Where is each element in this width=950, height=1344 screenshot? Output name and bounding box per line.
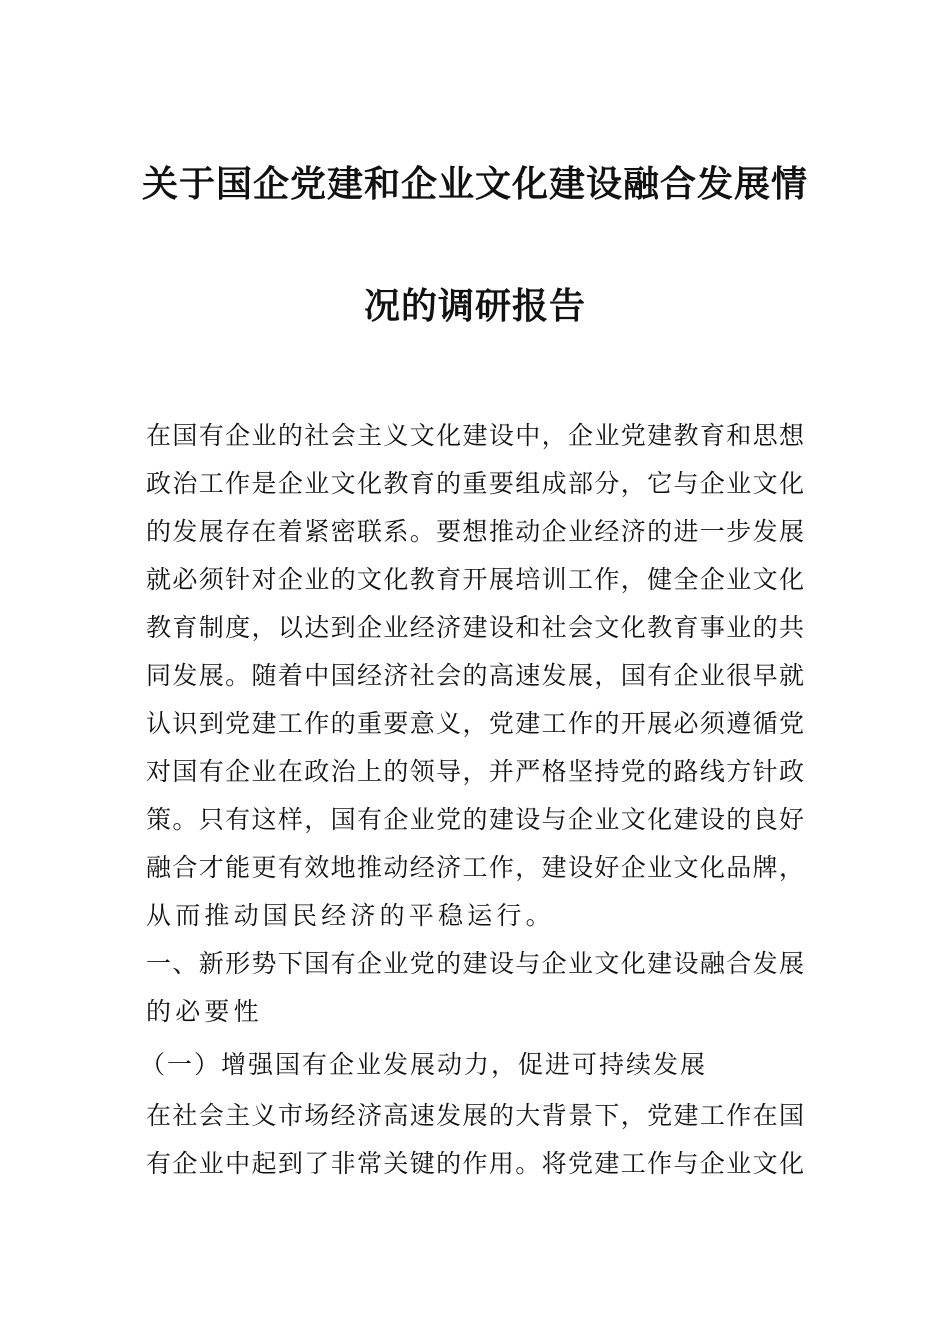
paragraph-line: 就必须针对企业的文化教育开展培训工作，健全企业文化: [146, 565, 804, 594]
paragraph-line: 有企业中起到了非常关键的作用。将党建工作与企业文化: [146, 1149, 804, 1178]
paragraph-line: 从而推动国民经济的平稳运行。: [146, 901, 555, 930]
paragraph-line: 教育制度，以达到企业经济建设和社会文化教育事业的共: [146, 613, 804, 642]
paragraph-line: 在社会主义市场经济高速发展的大背景下，党建工作在国: [146, 1101, 804, 1130]
paragraph-line: 融合才能更有效地推动经济工作，建设好企业文化品牌，: [146, 853, 804, 882]
paragraph-line: 同发展。随着中国经济社会的高速发展，国有企业很早就: [146, 661, 804, 690]
paragraph-line: 对国有企业在政治上的领导，并严格坚持党的路线方针政: [146, 757, 804, 786]
paragraph-line: 政治工作是企业文化教育的重要组成部分，它与企业文化: [146, 469, 804, 498]
paragraph-line: 的发展存在着紧密联系。要想推动企业经济的进一步发展: [146, 517, 804, 546]
title-line-1: 关于国企党建和企业文化建设融合发展情: [141, 164, 808, 205]
paragraph-line: 在国有企业的社会主义文化建设中，企业党建教育和思想: [146, 421, 804, 450]
section-heading-line: 一、新形势下国有企业党的建设与企业文化建设融合发展: [146, 949, 804, 978]
title-line-2: 况的调研报告: [363, 286, 586, 327]
paragraph-line: 策。只有这样，国有企业党的建设与企业文化建设的良好: [146, 805, 804, 834]
subsection-heading: （一）增强国有企业发展动力，促进可持续发展: [140, 1050, 708, 1079]
paragraph-line: 认识到党建工作的重要意义，党建工作的开展必须遵循党: [146, 709, 804, 738]
section-heading-line: 的必要性: [146, 997, 263, 1026]
